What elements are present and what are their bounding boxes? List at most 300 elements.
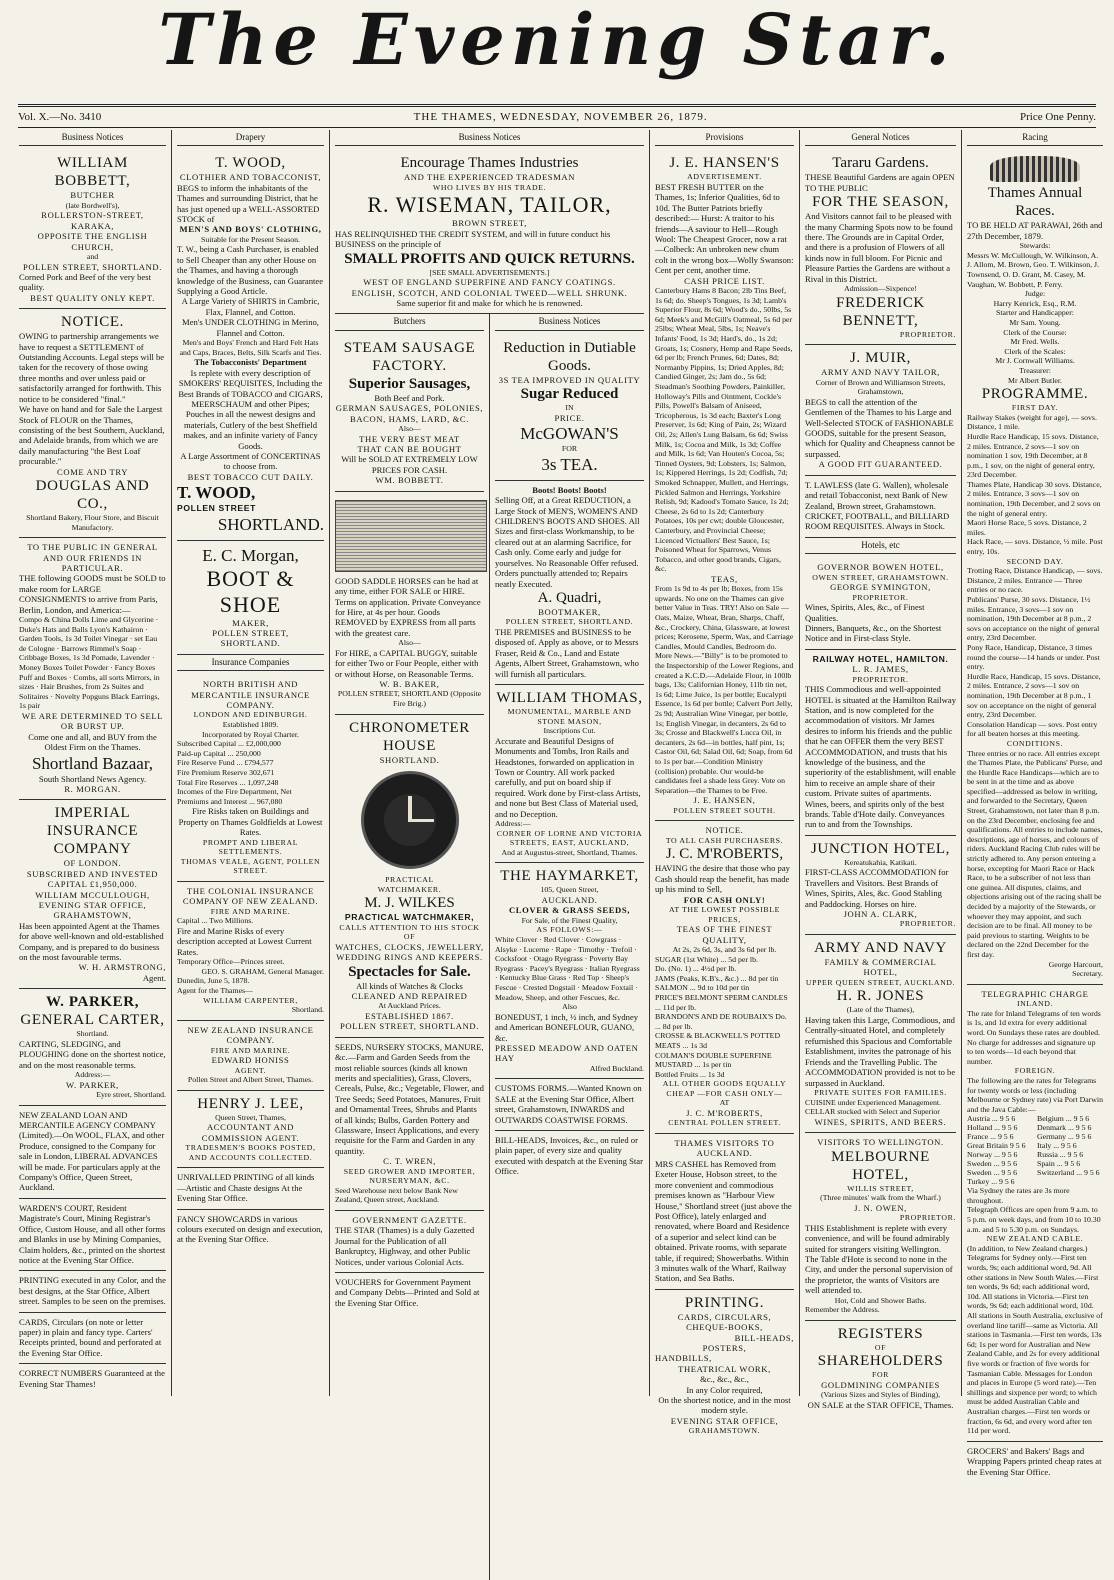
ad-title: THAMES VISITORS TO AUCKLAND. xyxy=(674,1138,775,1159)
ad-title: WILLIAM BOBBETT, xyxy=(54,155,131,190)
ad-sign: GRAHAMSTOWN, xyxy=(53,910,132,921)
ad-printing xyxy=(19,1271,166,1312)
column-header: Hotels, etc xyxy=(805,538,956,554)
ad-body: Established 1809. xyxy=(222,720,279,729)
ad-subtitle: CASH PRICE LIST. xyxy=(684,275,765,286)
ad-body: SUBSCRIBED AND INVESTED xyxy=(26,868,159,879)
ad-body: MRS CASHEL has Removed from Exeter House, Hobson street, to the more convenient and commodious premises known as "Harbour View House," Shortland street (just above the Post Office), lately enlarged and renovated, where Board and Residence of a superior and select kind can be obtained. Private rooms, with separate table, if required; Showerbaths. Within 3 minutes walk of the Wharf, Railway Station, and Sea Baths. xyxy=(655,1158,792,1284)
ad-title: T. WOOD, xyxy=(215,155,286,172)
ad-mroberts xyxy=(655,821,794,1134)
ad-line: POSTERS, xyxy=(702,1342,747,1353)
rate-cell: Holland ... 9 5 6 xyxy=(967,1123,1018,1133)
column-provisions xyxy=(650,130,800,1436)
ad-henry-lee xyxy=(177,1091,324,1169)
ad-line: modern style. xyxy=(701,1405,748,1416)
ad-label: Stewards: xyxy=(1019,241,1051,251)
ad-address: POLLEN STREET, SHORTLAND. xyxy=(340,1021,479,1032)
ad-address: ROLLERSTON-STREET, KARAKA, xyxy=(41,210,144,231)
wide-subcolumns xyxy=(335,314,644,1580)
dateline xyxy=(18,104,1096,128)
ad-body: THE STAR (Thames) is a duly Gazetted Journal for the Publication of all Bankruptcy, Highway, and other Public Notices, under various Colonial Acts. xyxy=(335,1225,475,1267)
ad-footer: BEST QUALITY ONLY KEPT. xyxy=(30,292,155,303)
ad-label: FOREIGN. xyxy=(1014,1066,1056,1076)
ad-nz-loan xyxy=(19,1106,166,1199)
ad-sign: PROPRIETOR. xyxy=(899,1213,956,1223)
ad-wiseman xyxy=(335,150,644,314)
ad-body: THE following GOODS must be SOLD to make room for LARGE CONSIGNMENTS to arrive from Paris, Berlin, London, and America:— xyxy=(19,573,166,615)
ad-title: M. J. WILKES xyxy=(364,895,455,912)
ad-melbourne-hotel xyxy=(805,1133,956,1321)
ad-label: Clerk of the Scales: xyxy=(1004,346,1066,356)
ad-body: Wines, Spirits, Ales, &c., of Finest Qualities. xyxy=(805,602,925,623)
ad-body: BACON, HAMS, LARD, &C. xyxy=(350,413,469,424)
ad-bill-heads xyxy=(495,1131,644,1182)
ad-body: UNRIVALLED PRINTING of all kinds —Artistic and Chaste designs At the Evening Star Office. xyxy=(177,1172,315,1204)
ad-title: NOTICE. xyxy=(705,825,744,836)
ad-body: At 2s, 2s 6d, 3s, and 3s 6d per lb. xyxy=(672,944,777,954)
ad-body: BEST TOBACCO CUT DAILY. xyxy=(187,471,314,482)
column-drapery xyxy=(172,130,330,1396)
ad-sign: Alfred Buckland. xyxy=(589,1063,644,1073)
ad-body: The rate for Inland Telegrams of ten words is 1s, and 1d extra for every additional word. On Sundays these rates are doubled. No charge for addresses and signature up to ten words—1d each beyond that number. xyxy=(967,1008,1101,1066)
ad-body: Telegraph Offices are open from 9 a.m. to 5 p.m. on week days, and from 10 to 10.30 a.m. and 5 to 5.30 p.m. on Sundays. xyxy=(967,1205,1101,1234)
ad-body: Fire and Marine Risks of every description accepted at Lowest Current Rates. xyxy=(177,925,312,957)
ad-row: Fire Reserve Fund ... £794,577 xyxy=(177,758,274,768)
ad-sign: POLLEN STREET xyxy=(177,503,256,514)
ad-title: Encourage Thames Industries xyxy=(400,155,579,172)
ad-vouchers xyxy=(335,1273,484,1313)
ad-body: CLEANED AND REPAIRED xyxy=(351,990,468,1001)
ad-body: BEGS to call the attention of the Gentlemen of the Thames to his Large and Well-Selected STOCK of FASHIONABLE GOODS, suitable for the present Season, which for Quality and Cheapness cannot be surpassed. xyxy=(805,396,955,459)
ad-subtitle: HOTEL, xyxy=(863,967,898,978)
ad-body: Men's and Boys' French and Hard Felt Hats and Caps, Braces, Belts, Silk Scarfs and Ties. xyxy=(179,338,322,357)
ad-parker xyxy=(19,989,166,1105)
ad-note: (late Bordwell's), xyxy=(65,200,120,210)
ad-title: E. C. Morgan, xyxy=(202,545,299,565)
ad-subtitle: PRACTICAL WATCHMAKER, xyxy=(344,912,475,923)
ad-line: &c., &c., &c., xyxy=(700,1374,749,1385)
ad-body: (Various Sizes and Styles of Binding), xyxy=(820,1390,941,1400)
ad-body: Come one and all, and BUY from the Oldest Firm on the Thames. xyxy=(28,731,157,753)
ad-body: BEGS to inform the inhabitants of the Thames and surrounding District, that he has just opened up a WELL-ASSORTED STOCK of xyxy=(177,182,320,225)
ad-thames-races xyxy=(967,150,1103,984)
ad-sign: McGOWAN'S xyxy=(520,424,619,444)
ad-hansen xyxy=(655,150,794,821)
ad-subtitle: LONDON AND EDINBURGH. xyxy=(193,710,308,720)
ad-junction-hotel xyxy=(805,836,956,935)
rate-cell: Denmark ... 9 5 6 xyxy=(1037,1123,1092,1133)
ad-north-british xyxy=(177,675,324,882)
ad-body: The following are the rates for Telegrams for twenty words or less (including Melbourne or Sydney rate) via Port Darwin and the Java Cable:— xyxy=(967,1075,1103,1114)
ad-address: POLLEN STREET, xyxy=(212,627,289,638)
ad-railway-hotel xyxy=(805,650,956,836)
ad-body: At Auckland Prices. xyxy=(378,1001,441,1011)
price-row: BRANDON'S AND DE ROUBAIX'S Do. ... 8d per lb. xyxy=(655,1012,787,1031)
ad-title: THE COLONIAL INSURANCE COMPANY OF NEW ZEALAND. xyxy=(182,885,319,907)
ad-title: CHRONOMETER HOUSE xyxy=(349,719,470,754)
ad-lawless xyxy=(805,476,956,538)
ad-sign: PROPRIETOR. xyxy=(852,592,909,602)
ad-correct-numbers xyxy=(19,1364,166,1394)
ad-customs-forms xyxy=(495,1079,644,1131)
ad-address: Eyre street, Shortland. xyxy=(96,1090,166,1100)
ad-title: Tararu Gardens. xyxy=(832,155,929,172)
rate-cell: Russia ... 9 5 6 xyxy=(1037,1150,1084,1160)
ad-title: STEAM SAUSAGE FACTORY. xyxy=(343,339,476,374)
ad-sign: T. WOOD, xyxy=(177,483,256,503)
ad-subtitle: ACCOUNTANT AND COMMISSION AGENT. xyxy=(201,1122,300,1143)
column-general-notices xyxy=(800,130,962,1410)
ad-subtitle: PROGRAMME. xyxy=(981,386,1089,403)
ad-body: From 1s 9d to 4s per lb; Boxes, from 15s upwards. No one on the Thames can give better Value in Teas. TRY! Also on Sale —Oats, Maize, Wheat, Bran, Sharps, Chaff, &c., Crockery, China, Glassware, at lowest prices; Kerosene, Sperm, Wax, and Carriage Candles, Mould Candles, Bedroom do. xyxy=(655,584,794,651)
ad-ec-morgan xyxy=(177,541,324,655)
ad-sign: THOMAS VEALE, AGENT, POLLEN STREET. xyxy=(180,856,321,876)
ad-sign: SHORTLAND. xyxy=(217,514,324,534)
ad-title: INSURANCE COMPANY xyxy=(46,823,139,858)
race-item: Railway Stakes (weight for age), — sovs. Distance, 1 mile. xyxy=(967,412,1097,432)
ad-body: OWING to partnership arrangements we have to request a SETTLEMENT of Outstanding Accounts. Legal steps will be taken for the recovery of those owing three months and over unless paid or satisfactorily arranged for forthwith. This notice to be considered "final." xyxy=(19,331,165,404)
ad-sign: Shortland Bazaar, xyxy=(31,753,154,773)
ad-label: INLAND. xyxy=(1016,999,1054,1009)
column-header: Provisions xyxy=(655,130,794,146)
ad-highlight: MEN'S AND BOYS' CLOTHING, xyxy=(179,224,322,235)
ad-body: PRICE. xyxy=(554,412,585,423)
price-row: PRICE'S BELMONT SPERM CANDLES ... 11d per lb. xyxy=(655,992,788,1012)
ad-sign: W. PARKER, xyxy=(66,1079,119,1090)
ad-title: MELBOURNE HOTEL, xyxy=(831,1148,930,1183)
ad-label: CONDITIONS. xyxy=(1006,738,1064,748)
ad-body: PRINTING executed in any Color, and the best designs, at the Star Office, Albert street. Samples to be seen on the premises. xyxy=(19,1275,166,1307)
ad-title: Reduction in Dutiable xyxy=(503,339,636,356)
ad-line: CHEQUE-BOOKS, xyxy=(686,1322,763,1333)
ad-row: Paid-up Capital ... 250,000 xyxy=(177,748,261,758)
ad-row: Total Fire Reserves ... 1,097,248 xyxy=(177,777,279,787)
ad-body: THE VERY BEST MEAT xyxy=(359,433,460,444)
ad-item-list: White Clover · Red Clover · Cowgrass · Alsyke · Lucerne · Rape · Timothy · Trefoil · Cocksfoot · Otago Ryegrass · Poverty Bay Ryegrass · Pacey's Ryegrass · Italian Ryegrass · Kentucky Blue Grass · Red Top · Sheep's Fescue · Crested Dogstail · Meadow Foxtail · Meadow, Sheep, and other Fescues, &c. xyxy=(495,934,640,1002)
ad-sign: Shortland Bakery, Flour Store, and Biscuit Manufactory. xyxy=(26,512,159,532)
ad-body: TEAS OF THE FINEST QUALITY, xyxy=(676,924,773,945)
ad-t-wood xyxy=(177,150,324,540)
ad-label: FIRST DAY. xyxy=(1011,403,1059,413)
column-racing xyxy=(962,130,1108,1477)
ad-body: PRICES FOR CASH. xyxy=(371,464,448,475)
ad-body: Has been appointed Agent at the Thames for above well-known and old-established Company, and is prepared to do business on the most favourable terms. xyxy=(19,920,164,962)
newspaper-title: The Evening Star. xyxy=(158,0,956,81)
ad-body: Men's UNDER CLOTHING in Merino, Flannel and Cotton. xyxy=(182,317,319,338)
place-date: THE THAMES, WEDNESDAY, NOVEMBER 26, 1879. xyxy=(413,111,708,123)
ad-body: Incorporated by Royal Charter. xyxy=(202,729,299,739)
ad-address: POLLEN STREET, SHORTLAND. xyxy=(23,261,162,272)
ad-address: and xyxy=(86,252,99,262)
ad-body: WINES, SPIRITS, AND BEERS. xyxy=(814,1116,947,1127)
ad-body: WEST OF ENGLAND SUPERFINE AND FANCY COATINGS. xyxy=(363,277,616,288)
ad-label: NEW ZEALAND CABLE. xyxy=(986,1234,1084,1244)
ad-address: POLLEN STREET, SHORTLAND (Opposite Fire Brig.) xyxy=(337,689,482,708)
ad-william-thomas xyxy=(495,685,644,863)
ad-title: R. WISEMAN, TAILOR, xyxy=(367,192,612,218)
ad-body: T. W., being a Cash Purchaser, is enabled to Sell Cheaper than any other House on the Thames, and having a thorough knowledge of the Business, can Guarantee Supplying a Good Article. xyxy=(177,244,324,297)
ad-body: Agent for the Thames— xyxy=(177,985,253,995)
ad-subtitle: CLOTHIER AND TOBACCONIST, xyxy=(179,172,322,183)
ad-address: CENTRAL POLLEN STREET. xyxy=(668,1118,781,1128)
ad-body: CUSTOMS FORMS.—Wanted Known on SALE at the Evening Star Office, Albert street, Grahamstown, INWARDS and OUTWARDS COASTWISE FORMS. xyxy=(495,1083,642,1125)
ad-body: Temporary Office—Princes street. xyxy=(177,957,285,967)
ad-body: BILL-HEADS, Invoices, &c., on ruled or plain paper, of every size and quality executed with despatch at the Evening Star Office. xyxy=(495,1134,643,1177)
ad-place: Shortland. xyxy=(76,1029,109,1039)
watch-illustration-image xyxy=(361,771,459,869)
ad-address: BROWN STREET, xyxy=(452,218,527,229)
ad-sign: DOUGLAS AND CO., xyxy=(35,477,150,512)
ad-side-label: WATCHMAKER. xyxy=(377,884,442,894)
ad-body: CALLS ATTENTION TO HIS STOCK OF xyxy=(339,922,480,942)
ad-row: Subscribed Capital ... £2,000,000 xyxy=(177,739,281,749)
ad-sign: J. E. HANSEN, xyxy=(693,795,756,806)
ad-address: OWEN STREET, GRAHAMSTOWN. xyxy=(812,572,949,582)
ad-body: AS FOLLOWS:— xyxy=(536,925,603,935)
ad-line: In any Color required, xyxy=(686,1384,763,1395)
ad-address: GRAHAMSTOWN. xyxy=(688,1426,761,1436)
ad-sign: AGENT. xyxy=(234,1065,267,1075)
ad-sign: COME AND TRY xyxy=(56,466,129,477)
ad-body: T. LAWLESS (late G. Wallen), wholesale and retail Tobacconist, next Bank of New Zealand, Brown street, Grahamstown. CRICKET, FOOTBALL, and BILLIARD ROOM REQUISITES. Always in Stock. xyxy=(805,479,950,532)
ad-sign: PROPRIETOR. xyxy=(899,329,956,339)
ad-title: NOTICE. xyxy=(61,314,124,331)
ad-subtitle: ADVERTISEMENT. xyxy=(687,172,762,182)
ad-body: GROCERS' and Bakers' Bags and Wrapping Papers printed cheap rates at the Evening Star Office. xyxy=(967,1445,1102,1477)
ad-body: A Large Variety of SHIRTS in Cambric, Flax, Flannel, and Cotton. xyxy=(181,296,320,317)
ad-line: On the shortest notice, and in the most xyxy=(658,1395,791,1405)
ad-title: REGISTERS xyxy=(837,1325,924,1342)
ad-line: HANDBILLS, xyxy=(655,1353,712,1364)
price-row: CROSSE & BLACKWELL'S POTTED MEATS ... 1s 3d xyxy=(655,1031,781,1050)
price-row: JAMS (Peaks, K.B's., &c.) ... 8d per tin xyxy=(655,973,779,983)
race-item: Publicans' Purse, 30 sovs. Distance, 1½ miles. Entrance, 3 sovs—1 sov on nomination, 19th December at 8 p.m., 2 sovs on acceptance on the night of general entry, 23rd December. xyxy=(967,595,1100,643)
ad-body: Canterbury Hams 8 Bacon; 2lb Tins Beef, 1s 6d; do. Sheep's Tongues, 1s 3d; Lamb's Superior Flour, 8s 6d; Wood's do., 50lbs, 5s 6d; Meek's and McGill's Oatmeal, 5s 6d per 25lbs; Wheat Meal, 5lbs, 1s; Neave's Infants' Food, 1s 3d; Hard's, do., 1s 2d; Groats, 1s; Cosnery, Hemp and Rape Seeds, 6d per lb; French Prunes, 6d; Dates, 8d; Normanby Pippins, 1s; Dried Apples, 8d; Candied Ginger, 2s; Jam do., 5s 6d; Steadman's Soothing Powders, Painkiller, Holloway's Pills and Ointment, Cockle's Pills, Powell's Balsam of Aniseed, Tricopherous, 1s 3d each; Baxter's Long Preserver, 1s 6d; King of Pain, 2s; Wizard Oil, 2s; Allen's Lung Balsam, 6s 6d; Swiss Milk, 1s; Cocoa and Milk, 1s 3d; Coffee and Milk, 1s 6d; Van Houten's Cocoa, 5s; Tinned Oysters, 9d; Lobsters, 1s; Salmon, 1s; Kippered Herrings, 1s 2d; Codfish, 7d; Smoked Schnapper, Mullett, and Herrings, Pickled Salmon and Herrings, Yorkshire Relish, 9d; Kadood's Tomato Sauce, 1s 2d; Cheese, 2s 6d to 1s 2d; Canterbury Potatoes, 10s per cwt; double Gloucester, Canterbury, and Provincial Cheese; Licenced Victuallers' Best Sauce, 1s; Poisoned Wheat for Sparrows, Venus Tobacco, and other good brands, Cigars, &c. xyxy=(655,286,793,574)
ad-body: Dinners, Banquets, &c., on the Shortest Notice and in First-class Style. xyxy=(805,622,942,644)
ad-body: For Sale, of the Finest Quality, xyxy=(521,915,618,925)
ad-address: UPPER QUEEN STREET, AUCKLAND. xyxy=(805,977,956,987)
telegraph-rates-table xyxy=(967,1114,1103,1186)
ad-label: Treasurer: xyxy=(1019,365,1051,375)
racehorse-image xyxy=(990,156,1080,182)
ad-registers xyxy=(805,1321,956,1416)
ad-sign: WILLIAM MCCULLOUGH, xyxy=(35,889,150,900)
ad-body: THIS Commodious and well-appointed HOTEL is situated at the Hamilton Railway Station, and is now completed for the accommodation of visitors. Mr James desires to inform his friends and the public that he can OFFER them the very BEST ACCOMMODATION, and trusts that his knowledge of the business, and the superiority of the establishment, will enable him to receive an ample share of their custom. Private suites of apartments. Wines, beers, and spirits only of the best brands. Table d'Hote daily. Conveyances run to and from the Townships. xyxy=(805,684,956,830)
carriage-engraving-image xyxy=(335,500,487,572)
ad-subtitle: Superior Sausages, xyxy=(348,375,471,392)
ad-body: ENGLISH, SCOTCH, AND COLONIAL TWEED—WELL SHRUNK. xyxy=(351,287,628,298)
ad-body: Inscriptions Cut. xyxy=(543,726,596,736)
ad-body: Is replete with every description of SMOKERS' REQUISITES, Including the Best Brands of TOBACCO and CIGARS, MEERSCHAUM and other Pipes; Pouches in all the newest designs and materials, Cutlery of the best Sheffield makes, and an infinite variety of Fancy Goods. xyxy=(178,367,323,451)
ad-tararu-gardens xyxy=(805,150,956,345)
ad-warden-forms xyxy=(19,1199,166,1271)
price-row: Do. (No. 1) ... 4½d per lb. xyxy=(655,964,737,974)
ad-cards xyxy=(19,1313,166,1365)
ad-sign: South Shortland News Agency. xyxy=(38,773,147,784)
ad-body: WATCHES, CLOCKS, JEWELLERY, WEDDING RINGS AND KEEPERS. xyxy=(335,941,484,963)
race-item: Maori Horse Race, 5 sovs. Distance, 2 miles. xyxy=(967,518,1087,537)
ad-body: Remember the Address. xyxy=(805,1305,880,1315)
ad-subtitle: MAKER, xyxy=(232,617,269,628)
ad-sign: Agent. xyxy=(142,972,166,983)
rate-cell: Italy ... 9 5 6 xyxy=(1037,1141,1077,1151)
ad-title: THE HAYMARKET, xyxy=(500,868,639,885)
ad-title: NORTH BRITISH AND MERCANTILE INSURANCE COMPANY. xyxy=(191,679,310,710)
ad-address: SHORTLAND. xyxy=(220,638,281,649)
ad-body: A Large Assortment of CONCERTINAS to choose from. xyxy=(180,450,321,472)
ad-body: CAPITAL £1,950,000. xyxy=(47,879,138,890)
price-row: SUGAR (1st White) ... 5d per lb. xyxy=(655,954,758,964)
ad-mcgowan xyxy=(495,335,644,481)
ad-title: IMPERIAL xyxy=(54,805,131,822)
ad-body: HAS RELINQUISHED THE CREDIT SYSTEM, and will in future conduct his BUSINESS on the principle of xyxy=(335,228,611,250)
ad-label: Judge: xyxy=(1024,289,1046,299)
subcolumn-business xyxy=(490,314,644,1580)
ad-sign: PROPRIETOR. xyxy=(899,919,956,929)
ad-baker-horses xyxy=(335,492,484,715)
ad-body: (Three minutes' walk from the Wharf.) xyxy=(820,1193,941,1203)
ad-grocers-bags xyxy=(967,1442,1103,1482)
ad-body: TO BE HELD AT PARAWAI, 26th and 27th December, 1879. xyxy=(967,220,1103,241)
ad-body: CUISINE under Experienced Management. xyxy=(805,1097,941,1107)
ad-sign: GEO. S. GRAHAM, General Manager. xyxy=(201,966,324,976)
ad-body: Mr Sam. Young. xyxy=(1009,317,1061,327)
ad-subtitle: GENERAL CARTER, xyxy=(20,1012,165,1029)
ad-address: CORNER OF LORNE AND VICTORIA STREETS, EAST, AUCKLAND, xyxy=(496,828,643,848)
ad-highlight: CLOVER & GRASS SEEDS, xyxy=(508,905,630,916)
ad-body: FOR xyxy=(561,444,578,454)
ad-sign: EVENING STAR OFFICE, xyxy=(38,899,147,910)
ad-row: Fire Premium Reserve 302,671 xyxy=(177,767,275,777)
ad-body: Mr J. Cornwall Williams. xyxy=(995,356,1075,366)
ad-colonial-insurance xyxy=(177,882,324,1021)
ad-title: J. MUIR, xyxy=(849,350,912,367)
ad-body: THIS Establishment is replete with every convenience, and will be found admirably suited for strangers visiting Wellington. The Table d'Hote is second to none in the City, and under the personal supervision of the proprietor, the wants of Visitors are well attended to. xyxy=(805,1222,953,1296)
ad-title: TO THE PUBLIC IN GENERAL xyxy=(27,542,158,553)
ad-body: Also xyxy=(562,1002,577,1012)
ad-place: Shortland. xyxy=(291,1005,324,1015)
ad-side-label: PRACTICAL xyxy=(385,874,434,884)
ad-body: More News.—"Billy" is to be promoted to the Inspectorship of the Lower Regions, and created a K.C.D.—Adelaide Flour, in 100lb bags, 13s; Californian Honey, 11lb tin net, 1s 6d; Lime Juice, 1s per bottle; Eucalypti Essence, 1s 6d per bottle; Calvert Port Jelly, 2s 9d; Australian Wine Vinegar, per bottle, 1s; English Vinegar, in decanters, 2s 6d to 3s; Crosse and Blackwell's Lucca Oil, in decanters, 2s 6d—in bottles, half pint, 1s; Castor Oil, 6d; Salad Oil, 6d; Soap, from 6d to 1s per bar.—Condition Ministry (collision) probable. Our would-be candidates feel a shade less Grey. Vote on Separation—the Thames to be Free. xyxy=(655,651,794,795)
ad-row: Capital ... Two Millions. xyxy=(177,916,254,926)
ad-body: Corned Pork and Beef of the very best quality. xyxy=(19,272,151,293)
ad-title: W. PARKER, xyxy=(45,994,140,1011)
ad-highlight: SMALL PROFITS AND QUICK RETURNS. xyxy=(344,250,635,267)
rate-cell: Norway ... 9 5 6 xyxy=(967,1150,1018,1160)
price-row: Bottled Fruits ... 1s 3d xyxy=(655,1069,725,1079)
race-item: Trotting Race, Distance Handicap, — sovs. Distance, 2 miles. Entrance — Three entries or no race. xyxy=(967,566,1103,595)
ad-sign: EVENING STAR OFFICE, xyxy=(670,1415,779,1426)
ad-title: GOVERNMENT GAZETTE. xyxy=(352,1215,467,1225)
ad-body: THE PREMISES and BUSINESS to be disposed of. Apply as above, or to Messrs Fraser, Reid & Co., Land and Estate Agents, Albert Street, Grahamstown, who will furnish all particulars. xyxy=(495,626,639,679)
ad-sign: WILLIAM CARPENTER, xyxy=(203,995,298,1005)
column-header: Business Notices xyxy=(495,314,644,330)
column-business-notices-wide xyxy=(330,130,650,1396)
column-header: General Notices xyxy=(805,130,956,146)
ad-date: Dunedin, June 5, 1878. xyxy=(177,976,250,986)
ad-address: OPPOSITE THE ENGLISH CHURCH, xyxy=(37,231,148,252)
ad-place: SHORTLAND. xyxy=(379,754,440,765)
ad-sign: George Harcourt, xyxy=(1048,959,1103,969)
race-item: Thames Plate, Handicap 30 sovs. Distance, 2 miles. Entrance, 3 sovs—1 sov on nomination, 19th December, and 2 sovs on the night of general entry. xyxy=(967,479,1102,518)
ad-imperial-insurance xyxy=(19,800,166,989)
ad-sign: Secretary. xyxy=(1072,969,1103,979)
ad-body: Same superior fit and make for which he is renowned. xyxy=(396,298,583,309)
ad-title: Boots! Boots! Boots! xyxy=(532,484,607,495)
rate-cell: Switzerland ... 9 5 6 xyxy=(1037,1168,1100,1178)
ad-subtitle: GOLDMINING COMPANIES xyxy=(821,1379,940,1390)
ad-subtitle: MONUMENTAL, MARBLE AND STONE MASON, xyxy=(507,706,632,726)
ad-printing-office xyxy=(655,1290,794,1441)
ad-subtitle: TO ALL CASH PURCHASERS. xyxy=(665,835,784,845)
ad-body: VOUCHERS for Government Payment and Company Debts—Printed and Sold at the Evening Star Office. xyxy=(335,1277,480,1308)
ad-address: Address:— xyxy=(74,1070,111,1080)
ad-address: Pollen Street and Albert Street, Thames. xyxy=(187,1075,314,1085)
ad-sign: JOHN A. CLARK, xyxy=(843,909,918,920)
column-header: Racing xyxy=(967,130,1103,146)
ad-line: FOR xyxy=(872,1370,889,1380)
ad-body: CARDS, Circulars (on note or letter paper) in plain and fancy type. Carters' Receipts printed, bound and perforated at the Evening Star Office. xyxy=(19,1316,162,1358)
ad-body: Will be SOLD AT EXTREMELY LOW xyxy=(341,454,478,465)
ad-subtitle: FIRE AND MARINE. xyxy=(210,906,291,916)
ad-sign: L. R. JAMES, xyxy=(852,664,909,675)
ad-fancy-showcards xyxy=(177,1210,324,1250)
ad-title: J. E. HANSEN'S xyxy=(669,155,780,172)
ad-subtitle: WHO LIVES BY HIS TRADE. xyxy=(432,182,547,192)
ad-body: Also— xyxy=(398,424,421,434)
ad-subtitle: TEAS, xyxy=(711,573,738,584)
ad-title: SHAREHOLDERS xyxy=(817,1353,944,1370)
rate-cell: Sweden ... 9 5 6 xyxy=(967,1159,1018,1169)
ad-body: Also— xyxy=(398,638,421,648)
ad-sign: FREDERICK BENNETT, xyxy=(836,294,925,329)
ad-title: AND OUR FRIENDS IN PARTICULAR. xyxy=(43,552,142,573)
ad-address: Queen Street, Thames, xyxy=(215,1112,286,1122)
ad-sign: C. T. WREN, xyxy=(383,1156,436,1167)
race-item: Consolation Handicap — sovs. Post entry for all beaten horses at this meeting. xyxy=(967,719,1098,739)
ad-sign: EDWARD HONISS xyxy=(211,1055,290,1066)
rate-cell: Turkey ... 9 5 6 xyxy=(967,1177,1015,1187)
rate-cell: Spain ... 9 5 6 xyxy=(1037,1159,1081,1169)
ad-body: Suitable for the Present Season. xyxy=(201,234,300,244)
price-row: SALMON ... 9d to 10d per tin xyxy=(655,983,750,993)
ad-title: NEW ZEALAND INSURANCE COMPANY. xyxy=(187,1024,314,1046)
ad-body: AT xyxy=(719,1098,730,1108)
ad-body: [SEE SMALL ADVERTISEMENTS.] xyxy=(429,267,550,277)
ad-body: PROMPT AND LIBERAL SETTLEMENTS. xyxy=(202,837,299,857)
rate-cell: Belgium ... 9 5 6 xyxy=(1037,1114,1090,1124)
ad-title: ARMY AND NAVY xyxy=(814,940,947,957)
column-header: Insurance Companies xyxy=(177,655,324,671)
ad-slogan: WE ARE DETERMINED TO SELL OR BURST UP. xyxy=(21,710,164,732)
ad-sign: WM. BOBBETT. xyxy=(375,475,444,486)
ad-sign: (Late of the Thames), xyxy=(846,1005,915,1015)
rate-cell: France ... 9 5 6 xyxy=(967,1132,1014,1142)
ad-body: AT THE LOWEST POSSIBLE PRICES, xyxy=(669,904,780,924)
columns xyxy=(14,130,1108,1477)
race-item: Hurdle Race Handicap, 15 sovs. Distance, 2 miles. Entrance, 2 sovs—1 sov on nomination 1 sov, 19th December, at 8 p.m., 1 sov, on the night of general entry, 23rd December. xyxy=(967,431,1099,480)
ad-subtitle: FAMILY & COMMERCIAL xyxy=(824,957,937,968)
ad-body: Both Beef and Pork. xyxy=(374,392,445,403)
ad-body: CELLAR stocked with Select and Superior xyxy=(805,1107,940,1117)
column-header: Drapery xyxy=(177,130,324,146)
price-row: COLMAN'S DOUBLE SUPERFINE MUSTARD ... 1s per tin xyxy=(655,1050,772,1070)
ad-body: Accurate and Beautiful Designs of Monuments and Tombs, Iron Rails and Headstones, forwarded on application in Town or Country. All work packed carefully, and put on board ship if required. Work done by First-class Artists, and none but Best Class of Material used, and no Deception. xyxy=(495,735,641,819)
watch-hand xyxy=(410,819,434,822)
ad-body: Via Sydney the rates are 3s more throughout. xyxy=(967,1186,1070,1205)
race-item: Hurdle Race, Handicap, 15 sovs. Distance, 2 miles. Entrance, 2 sovs—1 sov on nomination, 19th December at 8 p.m., 1 sov on acceptance on the night of general entry, 23rd December. xyxy=(967,671,1101,720)
ad-notice-douglas xyxy=(19,309,166,538)
